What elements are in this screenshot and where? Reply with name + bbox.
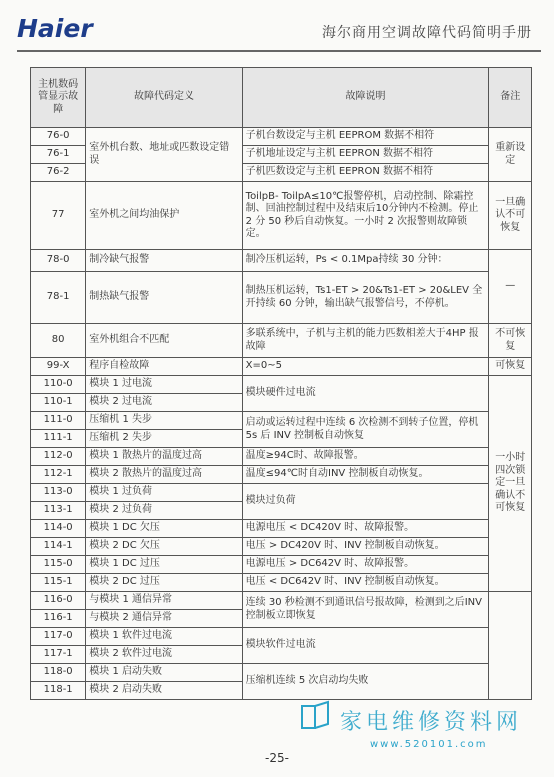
header-note: 备注 (489, 68, 532, 128)
definition-cell: 模块 1 过负荷 (86, 484, 242, 502)
code-cell: 80 (31, 324, 86, 358)
code-cell: 78-1 (31, 272, 86, 324)
description-cell: 子机台数设定与主机 EEPROM 数据不相符 (242, 128, 489, 146)
definition-cell: 模块 2 DC 过压 (86, 574, 242, 592)
description-cell: 制热压机运转，Ts1-ET > 20&Ts1-ET > 20&LEV 全开持续 60 分钟，输出缺气报警信号，不停机。 (242, 272, 489, 324)
definition-cell: 模块 2 启动失败 (86, 682, 242, 700)
code-cell: 111-0 (31, 412, 86, 430)
definition-cell: 模块 2 DC 欠压 (86, 538, 242, 556)
note-cell: 一小时四次锁定一旦确认不可恢复 (489, 376, 532, 592)
code-cell: 118-0 (31, 664, 86, 682)
definition-cell: 模块 2 过电流 (86, 394, 242, 412)
definition-cell: 模块 2 过负荷 (86, 502, 242, 520)
note-cell: 可恢复 (489, 358, 532, 376)
code-cell: 117-0 (31, 628, 86, 646)
document-title: 海尔商用空调故障代码简明手册 (322, 25, 532, 41)
code-cell: 78-0 (31, 250, 86, 272)
definition-cell: 压缩机 1 失步 (86, 412, 242, 430)
definition-cell: 模块 1 DC 欠压 (86, 520, 242, 538)
code-cell: 76-1 (31, 146, 86, 164)
description-cell: 压缩机连续 5 次启动均失败 (242, 664, 489, 700)
definition-cell: 制冷缺气报警 (86, 250, 242, 272)
header-definition: 故障代码定义 (86, 68, 242, 128)
code-cell: 110-1 (31, 394, 86, 412)
code-cell: 115-0 (31, 556, 86, 574)
definition-cell: 模块 2 散热片的温度过高 (86, 466, 242, 484)
code-cell: 112-1 (31, 466, 86, 484)
code-cell: 116-0 (31, 592, 86, 610)
description-cell: 模块软件过电流 (242, 628, 489, 664)
definition-cell: 程序自检故障 (86, 358, 242, 376)
definition-cell: 模块 2 软件过电流 (86, 646, 242, 664)
definition-cell: 模块 1 软件过电流 (86, 628, 242, 646)
definition-cell: 模块 1 过电流 (86, 376, 242, 394)
code-cell: 113-1 (31, 502, 86, 520)
description-cell: 电源电压 > DC642V 时、故障报警。 (242, 556, 489, 574)
description-cell: 子机地址设定与主机 EEPRON 数据不相符 (242, 146, 489, 164)
code-cell: 99-X (31, 358, 86, 376)
code-cell: 114-0 (31, 520, 86, 538)
description-cell: 电压 > DC420V 时、INV 控制板自动恢复。 (242, 538, 489, 556)
header-display-code: 主机数码管显示故障 (31, 68, 86, 128)
code-cell: 115-1 (31, 574, 86, 592)
description-cell: 模块硬件过电流 (242, 376, 489, 412)
watermark-site-name: 家电维修资料网 (340, 710, 523, 735)
code-cell: 111-1 (31, 430, 86, 448)
code-cell: 116-1 (31, 610, 86, 628)
fault-code-table (30, 67, 532, 700)
page-header (0, 0, 554, 56)
code-cell: 77 (31, 182, 86, 250)
note-cell: 一旦确认不可恢复 (489, 182, 532, 250)
description-cell: 电源电压 < DC420V 时、故障报警。 (242, 520, 489, 538)
definition-cell: 室外机组合不匹配 (86, 324, 242, 358)
definition-cell: 模块 1 DC 过压 (86, 556, 242, 574)
code-cell: 110-0 (31, 376, 86, 394)
note-cell: 不可恢复 (489, 324, 532, 358)
note-cell-empty (489, 592, 532, 700)
note-cell: — (489, 250, 532, 324)
code-cell: 118-1 (31, 682, 86, 700)
definition-cell: 模块 1 散热片的温度过高 (86, 448, 242, 466)
description-cell: X=0~5 (242, 358, 489, 376)
description-cell: 子机匹数设定与主机 EEPRON 数据不相符 (242, 164, 489, 182)
code-cell: 114-1 (31, 538, 86, 556)
header-divider (17, 50, 541, 52)
watermark-logo-icon (300, 700, 330, 730)
definition-cell: 与模块 1 通信异常 (86, 592, 242, 610)
page-number: -25- (265, 751, 289, 765)
haier-logo: Haier (17, 14, 93, 43)
definition-cell: 室外机之间均油保护 (86, 182, 242, 250)
description-cell: 连续 30 秒检测不到通讯信号报故障，检测到之后INV 控制板立即恢复 (242, 592, 489, 628)
watermark-url: www.520101.com (370, 739, 488, 750)
header-description: 故障说明 (242, 68, 489, 128)
description-cell: 多联系统中，子机与主机的能力匹数相差大于4HP 报故障 (242, 324, 489, 358)
definition-cell: 与模块 2 通信异常 (86, 610, 242, 628)
code-cell: 112-0 (31, 448, 86, 466)
description-cell: ToilpB- ToilpA≤10℃报警停机，启动控制、除霜控制、回油控制过程中及结束后10分钟内不检测。停止 2 分 50 秒后自动恢复。一小时 2 次报警则故障锁定。 (242, 182, 489, 250)
note-cell: 重新设定 (489, 128, 532, 182)
definition-cell: 制热缺气报警 (86, 272, 242, 324)
code-cell: 76-0 (31, 128, 86, 146)
definition-cell: 模块 1 启动失败 (86, 664, 242, 682)
description-cell: 电压 < DC642V 时、INV 控制板自动恢复。 (242, 574, 489, 592)
description-cell: 模块过负荷 (242, 484, 489, 520)
code-cell: 117-1 (31, 646, 86, 664)
definition-cell: 压缩机 2 失步 (86, 430, 242, 448)
description-cell: 制冷压机运转，Ps < 0.1Mpa持续 30 分钟： (242, 250, 489, 272)
description-cell: 温度≤94℃时自动INV 控制板自动恢复。 (242, 466, 489, 484)
code-cell: 113-0 (31, 484, 86, 502)
description-cell: 启动或运转过程中连续 6 次检测不到转子位置，停机 5s 后 INV 控制板自动恢复 (242, 412, 489, 448)
description-cell: 温度≥94C时、故障报警。 (242, 448, 489, 466)
code-cell: 76-2 (31, 164, 86, 182)
definition-cell: 室外机台数、地址或匹数设定错误 (86, 128, 242, 182)
